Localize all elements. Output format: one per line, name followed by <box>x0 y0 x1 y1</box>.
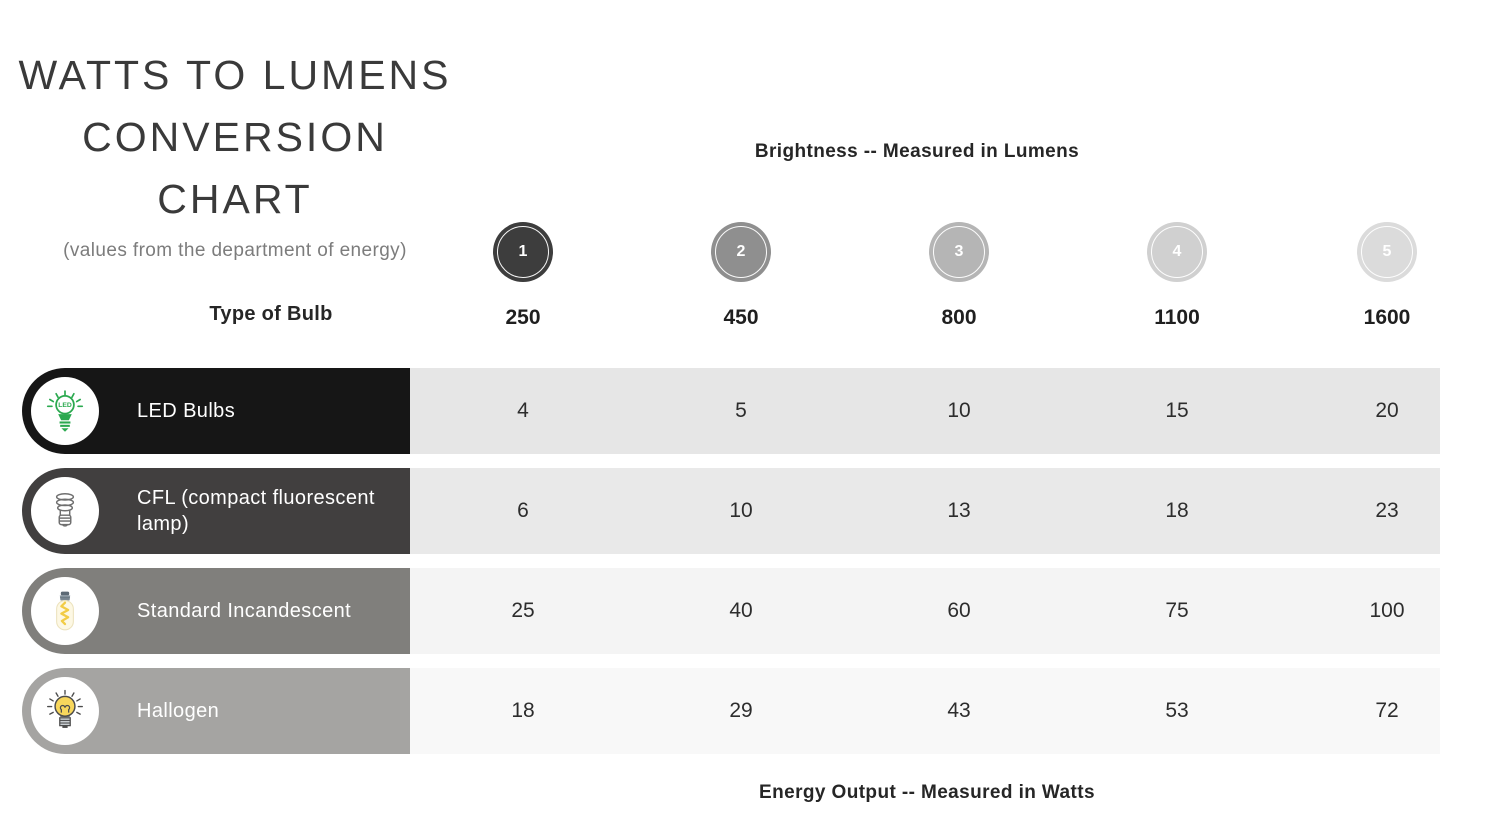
lumens-column-3 <box>899 222 1019 330</box>
icon-circle <box>31 477 99 545</box>
row-label: LED Bulbs <box>137 400 236 422</box>
row-label: CFL (compact fluorescent lamp) <box>137 487 375 535</box>
step-circle-ring <box>715 226 767 278</box>
step-number: 5 <box>1382 243 1392 260</box>
row-pill-halogen <box>22 668 410 754</box>
watts-cell: 10 <box>729 499 753 522</box>
watts-cell: 13 <box>947 499 971 522</box>
watts-cell: 6 <box>517 499 529 522</box>
brightness-axis-label: Brightness -- Measured in Lumens <box>754 141 1080 162</box>
lumens-column-5 <box>1327 222 1447 330</box>
watts-cell: 20 <box>1375 399 1399 422</box>
watts-cell: 5 <box>735 399 747 422</box>
step-circle-ring <box>1151 226 1203 278</box>
row-label: Standard Incandescent <box>137 600 352 622</box>
lumens-value: 450 <box>723 306 759 329</box>
icon-circle <box>31 577 99 645</box>
energy-output-axis-label: Energy Output -- Measured in Watts <box>759 782 1095 803</box>
watts-cell: 15 <box>1165 399 1189 422</box>
watts-cell: 18 <box>511 699 535 722</box>
step-number: 2 <box>736 243 746 260</box>
lumens-value: 1100 <box>1154 306 1200 329</box>
chart-subtitle: (values from the department of energy) <box>63 240 407 261</box>
incandescent-bulb-icon <box>42 588 88 634</box>
table-row-led <box>0 368 1488 454</box>
lumens-column-2 <box>681 222 801 330</box>
chart-title-line-2: CONVERSION <box>82 114 388 160</box>
table-row-incandescent <box>0 568 1488 654</box>
row-pill-incandescent <box>22 568 410 654</box>
lumens-value: 1600 <box>1363 306 1411 329</box>
watts-cell: 75 <box>1165 599 1189 622</box>
lumens-column-1 <box>463 222 583 330</box>
watts-cell: 40 <box>729 599 753 622</box>
chart-title <box>0 44 470 230</box>
watts-cell: 53 <box>1165 699 1189 722</box>
watts-cell: 100 <box>1369 599 1405 622</box>
halogen-bulb-icon <box>42 688 88 734</box>
watts-cell: 10 <box>947 399 971 422</box>
lumens-column-4 <box>1117 222 1237 330</box>
step-circle-ring <box>933 226 985 278</box>
table-row-cfl <box>0 468 1488 554</box>
lumens-value: 250 <box>505 306 541 329</box>
cfl-bulb-icon <box>42 488 88 534</box>
chart-title-line-1: WATTS TO LUMENS <box>18 52 452 98</box>
svg-text:LED: LED <box>58 402 72 410</box>
step-number: 3 <box>954 243 964 260</box>
watts-cell: 29 <box>729 699 753 722</box>
watts-cell: 43 <box>947 699 971 722</box>
watts-cell: 18 <box>1165 499 1189 522</box>
step-circle-3 <box>929 222 989 282</box>
chart-title-line-3: CHART <box>157 176 313 222</box>
step-number: 4 <box>1172 243 1182 260</box>
row-label: Hallogen <box>137 700 220 722</box>
table-row-halogen <box>0 668 1488 754</box>
watts-cell: 25 <box>511 599 535 622</box>
led-bulb-icon <box>42 388 88 434</box>
row-pill-cfl <box>22 468 410 554</box>
watts-cell: 4 <box>517 399 529 422</box>
row-pill-led <box>22 368 410 454</box>
step-number: 1 <box>518 243 528 260</box>
step-circle-5 <box>1357 222 1417 282</box>
step-circle-ring <box>497 226 549 278</box>
step-circle-2 <box>711 222 771 282</box>
watts-cell: 72 <box>1375 699 1399 722</box>
icon-circle <box>31 677 99 745</box>
lumens-value: 800 <box>941 306 977 329</box>
step-circle-4 <box>1147 222 1207 282</box>
watts-cell: 23 <box>1375 499 1399 522</box>
step-circle-ring <box>1361 226 1413 278</box>
type-of-bulb-header: Type of Bulb <box>209 303 333 325</box>
watts-cell: 60 <box>947 599 971 622</box>
icon-circle <box>31 377 99 445</box>
step-circle-1 <box>493 222 553 282</box>
